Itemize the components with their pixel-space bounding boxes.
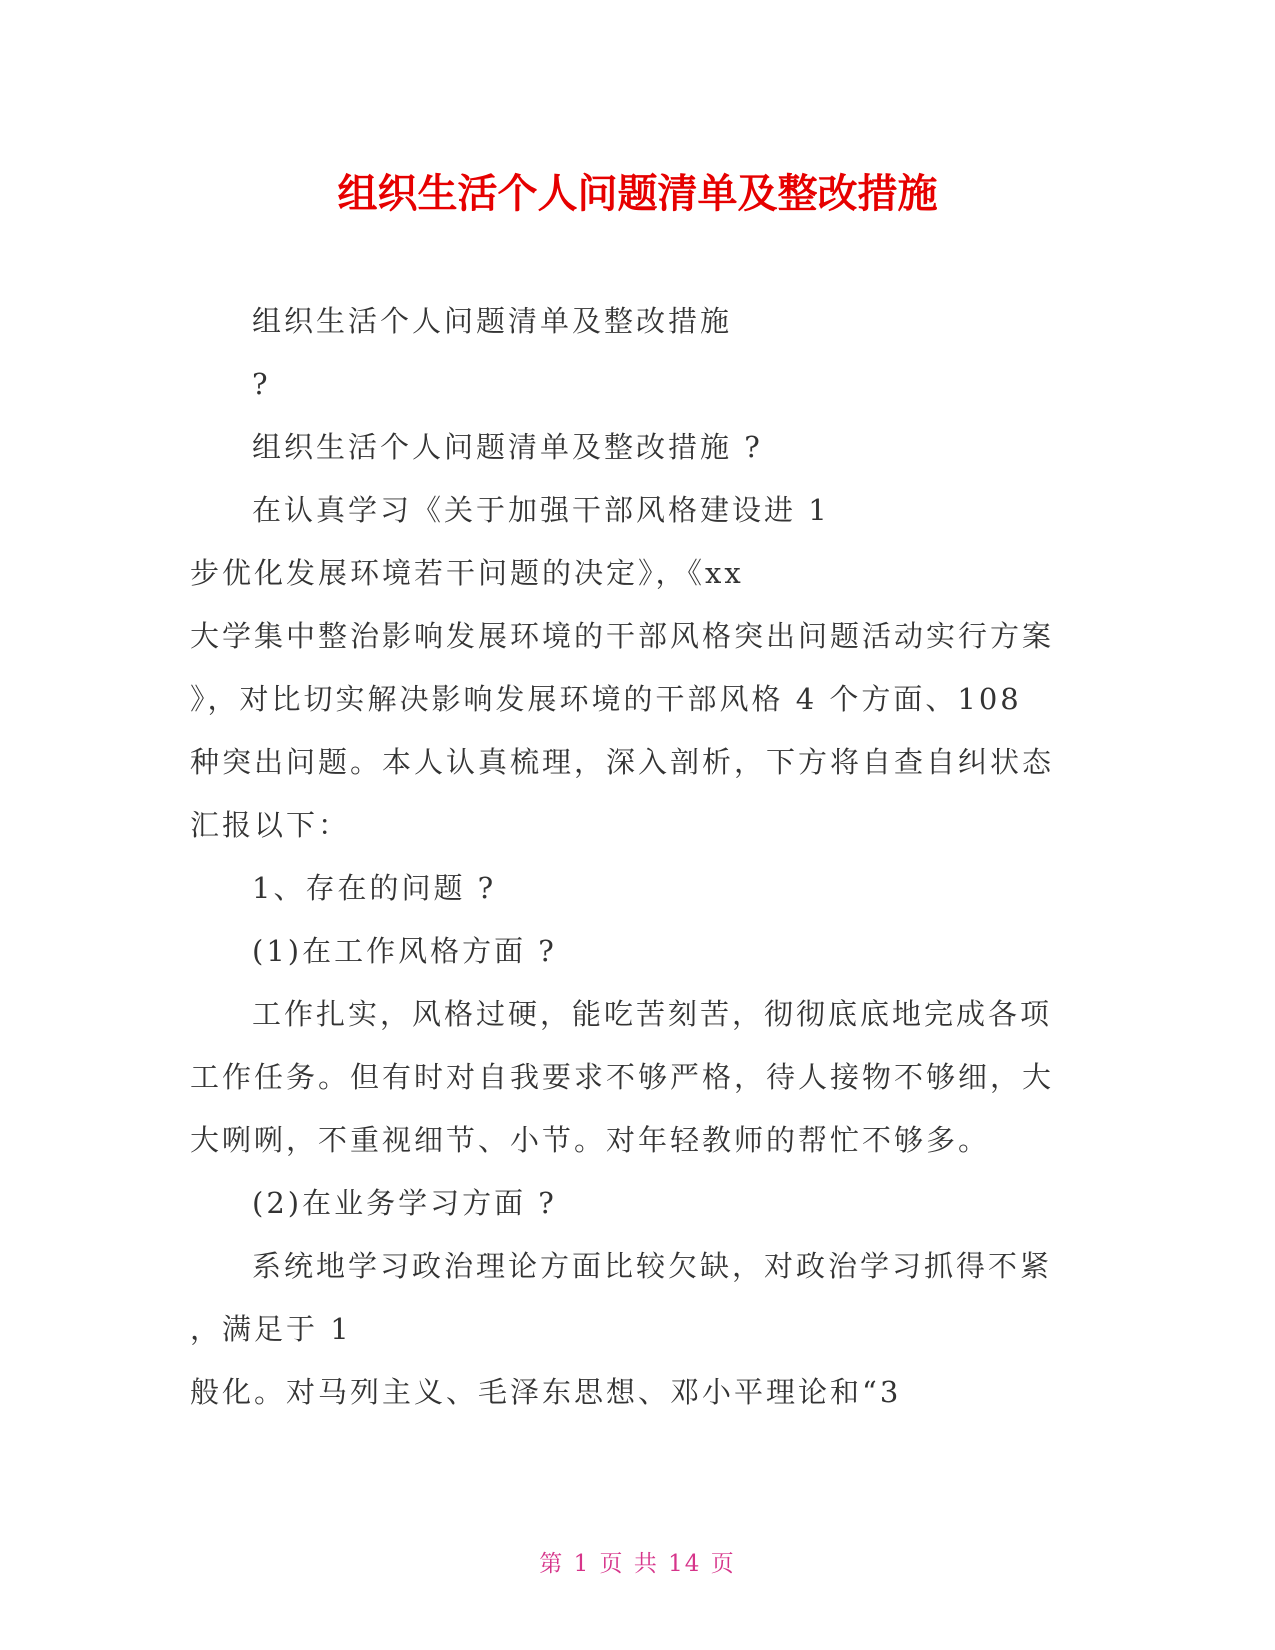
page-number-footer: 第 1 页 共 14 页 (539, 1551, 736, 1577)
paragraph-line: (2)在业务学习方面 ? (252, 1186, 557, 1220)
paragraph-line: 大学集中整治影响发展环境的干部风格突出问题活动实行方案 (190, 619, 1055, 653)
paragraph-line: ，满足于 1 (190, 1312, 352, 1346)
paragraph-line: 系统地学习政治理论方面比较欠缺，对政治学习抓得不紧 (252, 1249, 1053, 1283)
paragraph-line: 工作扎实，风格过硬，能吃苦刻苦，彻彻底底地完成各项 (252, 997, 1053, 1031)
paragraph-line: 步优化发展环境若干问题的决定》，《xx (190, 556, 744, 590)
paragraph-line: (1)在工作风格方面 ? (252, 934, 557, 968)
paragraph-line: 工作任务。但有时对自我要求不够严格，待人接物不够细，大 (190, 1060, 1055, 1094)
paragraph-line: 般化。对马列主义、毛泽东思想、邓小平理论和“3 (190, 1375, 902, 1409)
document-title: 组织生活个人问题清单及整改措施 (337, 171, 938, 217)
paragraph-line: 在认真学习《关于加强干部风格建设进 1 (252, 493, 830, 527)
paragraph-line: 》，对比切实解决影响发展环境的干部风格 4 个方面、108 (190, 682, 1022, 716)
paragraph-line: 组织生活个人问题清单及整改措施 ? (252, 430, 763, 464)
paragraph-line: 组织生活个人问题清单及整改措施 (252, 304, 733, 338)
paragraph-line: 汇报以下： (190, 808, 351, 842)
paragraph-line: 种突出问题。本人认真梳理，深入剖析，下方将自查自纠状态 (190, 745, 1055, 779)
paragraph-line: ? (252, 367, 271, 401)
paragraph-line: 大咧咧，不重视细节、小节。对年轻教师的帮忙不够多。 (190, 1123, 991, 1157)
document-body (190, 290, 1090, 1424)
paragraph-line: 1、存在的问题 ? (252, 871, 497, 905)
